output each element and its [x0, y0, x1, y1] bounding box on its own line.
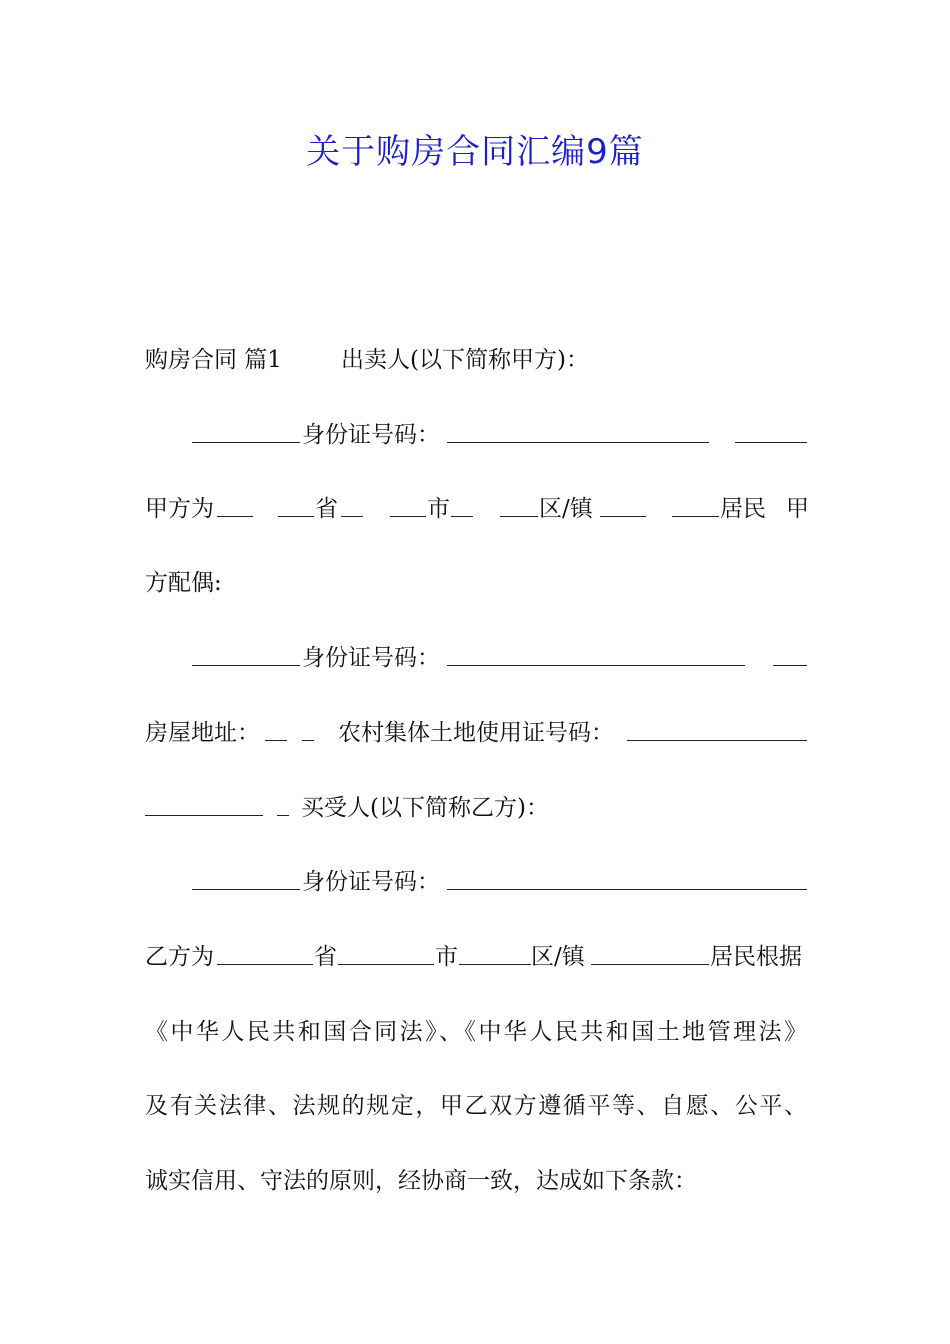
- house-address-line: [145, 713, 807, 753]
- city-label: 市: [427, 496, 450, 522]
- spouse-id-line: [145, 638, 807, 678]
- blank: [591, 937, 709, 965]
- spouse-id-blank: [447, 638, 745, 666]
- buyer-name-blank: [192, 862, 300, 890]
- seller-id-blank: [447, 415, 709, 443]
- buyer-line: [145, 788, 807, 828]
- id-number-label: 身份证号码：: [302, 869, 440, 895]
- blank: [338, 937, 434, 965]
- blank: [672, 489, 719, 517]
- party-a-prefix: 甲方为: [145, 496, 214, 522]
- blank: [390, 489, 426, 517]
- buyer-id-blank: [447, 862, 807, 890]
- resident-label: 居民: [720, 496, 766, 522]
- blank: [341, 489, 363, 517]
- extra-blank: [773, 638, 807, 666]
- party-b-prefix: 乙方为: [145, 944, 214, 970]
- extra-blank: [735, 415, 807, 443]
- contract-section-label: 购房合同 篇1: [145, 347, 282, 373]
- buyer-residence-line: [145, 937, 807, 977]
- district-label: 区/镇: [531, 944, 585, 970]
- blank: [500, 489, 538, 517]
- seller-residence-line: [145, 489, 807, 529]
- document-title: 关于购房合同汇编9篇: [306, 132, 644, 172]
- blank: [145, 788, 263, 816]
- body-text-line: 及有关法律、法规的规定，甲乙双方遵循平等、自愿、公平、: [145, 1093, 807, 1119]
- city-label: 市: [435, 944, 458, 970]
- seller-label: 出卖人(以下简称甲方)：: [341, 347, 589, 373]
- spouse-label: 方配偶:: [145, 570, 222, 596]
- land-cert-label: 农村集体土地使用证号码：: [338, 720, 614, 746]
- blank: [265, 713, 287, 741]
- house-address-label: 房屋地址：: [145, 720, 260, 746]
- blank: [217, 489, 253, 517]
- blank: [302, 713, 314, 741]
- body-text-line: 《中华人民共和国合同法》、《中华人民共和国土地管理法》: [145, 1019, 807, 1045]
- id-number-label: 身份证号码：: [302, 645, 440, 671]
- district-label: 区/镇: [539, 496, 593, 522]
- blank: [459, 937, 531, 965]
- party-a-continuation: 甲: [786, 496, 809, 522]
- body-text-line: 诚实信用、守法的原则，经协商一致，达成如下条款：: [145, 1168, 697, 1194]
- spouse-line: [145, 563, 807, 603]
- province-label: 省: [315, 496, 338, 522]
- blank: [217, 937, 313, 965]
- province-label: 省: [314, 944, 337, 970]
- id-number-label: 身份证号码：: [302, 422, 440, 448]
- blank: [277, 788, 289, 816]
- seller-id-line: [145, 415, 807, 455]
- resident-basis-label: 居民根据: [710, 944, 802, 970]
- land-cert-blank: [627, 713, 807, 741]
- spouse-name-blank: [192, 638, 300, 666]
- blank: [600, 489, 646, 517]
- buyer-id-line: [145, 862, 807, 902]
- contract-heading-line: [145, 340, 807, 380]
- blank: [278, 489, 314, 517]
- blank: [451, 489, 473, 517]
- seller-name-blank: [192, 415, 300, 443]
- buyer-label: 买受人(以下简称乙方)：: [301, 795, 549, 821]
